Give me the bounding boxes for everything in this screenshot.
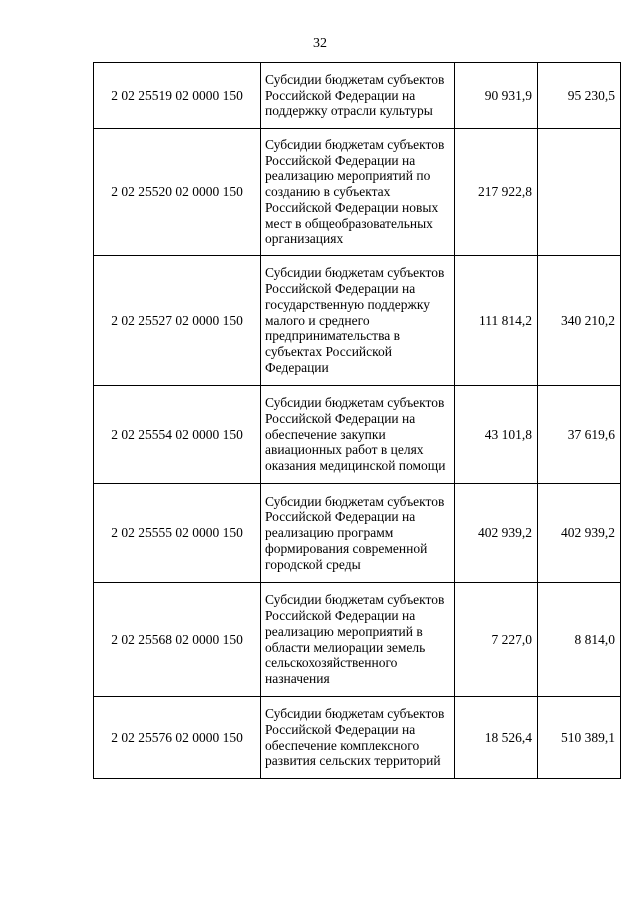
- table-row: [94, 129, 621, 256]
- table-row: [94, 386, 621, 484]
- description-cell: Субсидии бюджетам субъектов Российской Федерации на обеспечение закупки авиационных работ в целях оказания медицинской помощи: [261, 386, 455, 484]
- amount-cell-2: 402 939,2: [538, 484, 621, 583]
- budget-code-cell: 2 02 25568 02 0000 150: [94, 583, 261, 697]
- amount-cell-1: 18 526,4: [455, 697, 538, 779]
- budget-code-cell: 2 02 25527 02 0000 150: [94, 256, 261, 386]
- description-cell: Субсидии бюджетам субъектов Российской Федерации на обеспечение комплексного развития сельских территорий: [261, 697, 455, 779]
- table-row: [94, 256, 621, 386]
- page-number: 32: [313, 36, 327, 51]
- description-cell: Субсидии бюджетам субъектов Российской Федерации на реализацию мероприятий по созданию в субъектах Российской Федерации новых мест в общеобразовательных организациях: [261, 129, 455, 256]
- description-cell: Субсидии бюджетам субъектов Российской Федерации на реализацию программ формирования современной городской среды: [261, 484, 455, 583]
- table-row: [94, 63, 621, 129]
- table-row: [94, 697, 621, 779]
- amount-cell-2: 510 389,1: [538, 697, 621, 779]
- description-cell: Субсидии бюджетам субъектов Российской Федерации на государственную поддержку малого и среднего предпринимательства в субъектах Российской Федерации: [261, 256, 455, 386]
- amount-cell-2: 340 210,2: [538, 256, 621, 386]
- budget-code-cell: 2 02 25519 02 0000 150: [94, 63, 261, 129]
- amount-cell-2: 37 619,6: [538, 386, 621, 484]
- amount-cell-1: 90 931,9: [455, 63, 538, 129]
- amount-cell-2: [538, 129, 621, 256]
- amount-cell-2: 8 814,0: [538, 583, 621, 697]
- budget-code-cell: 2 02 25555 02 0000 150: [94, 484, 261, 583]
- amount-cell-1: 217 922,8: [455, 129, 538, 256]
- amount-cell-1: 402 939,2: [455, 484, 538, 583]
- table-row: [94, 484, 621, 583]
- budget-code-cell: 2 02 25554 02 0000 150: [94, 386, 261, 484]
- budget-code-cell: 2 02 25576 02 0000 150: [94, 697, 261, 779]
- budget-table: [93, 62, 621, 779]
- amount-cell-2: 95 230,5: [538, 63, 621, 129]
- budget-code-cell: 2 02 25520 02 0000 150: [94, 129, 261, 256]
- amount-cell-1: 111 814,2: [455, 256, 538, 386]
- description-cell: Субсидии бюджетам субъектов Российской Федерации на поддержку отрасли культуры: [261, 63, 455, 129]
- amount-cell-1: 7 227,0: [455, 583, 538, 697]
- description-cell: Субсидии бюджетам субъектов Российской Федерации на реализацию мероприятий в области мелиорации земель сельскохозяйственного назначения: [261, 583, 455, 697]
- amount-cell-1: 43 101,8: [455, 386, 538, 484]
- table-row: [94, 583, 621, 697]
